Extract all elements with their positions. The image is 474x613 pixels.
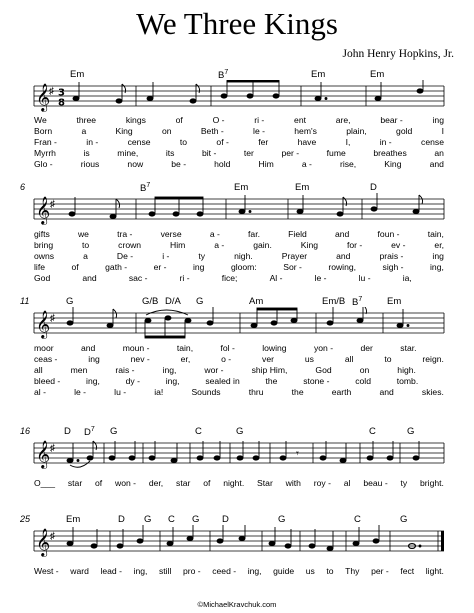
staff-system	[0, 307, 474, 347]
chord-root: B	[140, 183, 147, 195]
time-sig: 8	[58, 97, 65, 109]
chord: G	[400, 514, 408, 525]
lyric-line: ceas - ing nev - er, o - ver us all to reign.	[34, 354, 444, 364]
chord: Em	[295, 182, 310, 193]
final-barline	[441, 531, 444, 551]
chord: G/B	[142, 296, 159, 307]
chord: Em/B	[322, 296, 346, 307]
footer-credit: ©MichaelKravchuk.com	[197, 600, 277, 609]
chord: G	[144, 514, 152, 525]
key-sharp: ♯	[50, 443, 55, 454]
chord-extension: 7	[224, 69, 229, 76]
chord: G	[196, 296, 204, 307]
lyric-line: al - le - lu - ia! Sounds thru the earth and skies.	[34, 387, 444, 397]
staff-system	[0, 193, 474, 233]
key-sharp: ♯	[50, 199, 55, 210]
chord: D	[64, 426, 71, 437]
chord: D	[118, 514, 125, 525]
lyric-line: bleed - ing, dy - ing, sealed in the stone - cold tomb.	[34, 376, 419, 386]
measure-number: 25	[20, 514, 31, 524]
chord: G	[407, 426, 415, 437]
measure-number: 11	[20, 296, 30, 306]
lyric-line: Fran - in - cense to of - fer have I, in - cense	[34, 137, 444, 147]
lyric-line: all men rais - ing, wor - ship Him, God on high.	[34, 365, 416, 375]
lyric-line: gifts we tra - verse a - far. Field and foun - tain,	[34, 229, 444, 239]
chord-extension: 7	[358, 296, 363, 303]
chord: D	[222, 514, 229, 525]
chord: G	[110, 426, 118, 437]
chord: C	[195, 426, 202, 437]
chord: C	[168, 514, 175, 525]
lyric-line: Glo - rious now be - hold Him a - rise, King and	[34, 159, 444, 169]
chord: Em	[234, 182, 249, 193]
chord-extension: 7	[90, 426, 95, 433]
chord: C	[369, 426, 376, 437]
chord: G	[66, 296, 74, 307]
treble-clef-icon: 𝄞	[36, 83, 51, 111]
chord: G	[278, 514, 286, 525]
time-sig: 3	[58, 87, 65, 99]
notes	[69, 193, 423, 219]
chord: Em	[66, 514, 81, 525]
lyric-line: Myrrh is mine, its bit - ter per - fume breathes an	[34, 148, 444, 158]
lyric-line: moor and moun - tain, fol - lowing yon - der star.	[34, 343, 417, 353]
chord: G	[236, 426, 244, 437]
chord-root: B	[352, 297, 359, 309]
staff-system	[0, 437, 474, 477]
chord: Em	[70, 69, 85, 80]
treble-clef-icon: 𝄞	[36, 310, 51, 338]
key-sharp: ♯	[50, 313, 55, 324]
song-title: We Three Kings	[136, 6, 338, 41]
chord: Em	[387, 296, 402, 307]
chord: G	[192, 514, 200, 525]
staff-system	[0, 525, 474, 565]
chord: Em	[370, 69, 385, 80]
lyric-line: owns a De - i - ty nigh. Prayer and prais - ing	[34, 251, 444, 261]
chord-root: D	[84, 427, 91, 439]
treble-clef-icon: 𝄞	[36, 196, 51, 224]
lyric-line: We three kings of O - ri - ent are, bear - ing	[34, 115, 444, 125]
measure-number: 16	[20, 426, 31, 436]
lyric-line: God and sac - ri - fice; Al - le - lu - ia,	[34, 273, 412, 283]
notes	[67, 525, 421, 551]
lyric-line: life of gath - er - ing gloom: Sor - rowing, sigh - ing,	[34, 262, 444, 272]
chord-root: B	[218, 70, 225, 82]
chord-extension: 7	[146, 182, 151, 189]
lyric-line: West - ward lead - ing, still pro - ceed - ing, guide us to Thy per - fect light.	[34, 566, 444, 576]
chord: D	[370, 182, 377, 193]
chord: C	[354, 514, 361, 525]
eighth-rest: 𝄾	[296, 448, 299, 460]
lyric-line: bring to crown Him a - gain. King for - ev - er,	[34, 240, 444, 250]
measure-number: 6	[20, 182, 26, 192]
lyric-line: O___ star of won - der, star of night. Star with roy - al beau - ty bright.	[34, 478, 444, 488]
key-sharp: ♯	[50, 531, 55, 542]
treble-clef-icon: 𝄞	[36, 528, 51, 556]
chord: Em	[311, 69, 326, 80]
staff-system	[0, 80, 474, 120]
key-sharp: ♯	[49, 86, 54, 97]
treble-clef-icon: 𝄞	[36, 440, 51, 468]
composer: John Henry Hopkins, Jr.	[342, 48, 454, 60]
chord: Am	[249, 296, 264, 307]
chord: D/A	[165, 296, 181, 307]
lyric-line: Born a King on Beth - le - hem's plain, gold I	[34, 126, 444, 136]
notes	[73, 80, 423, 103]
